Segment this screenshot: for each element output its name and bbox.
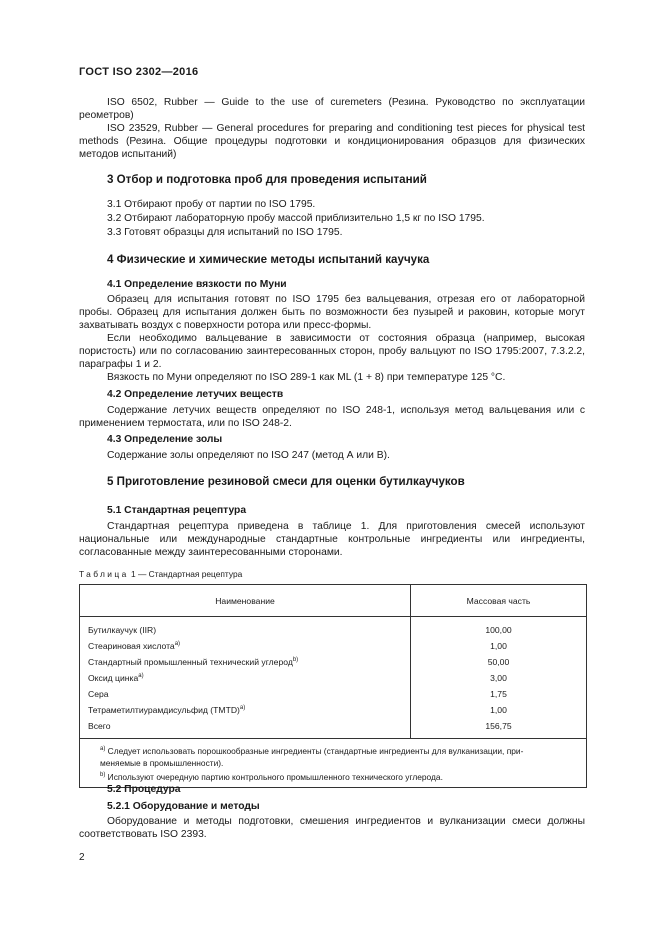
clause-3-2: 3.2 Отбирают лабораторную пробу массой приблизительно 1,5 кг по ISO 1795.	[107, 213, 485, 224]
row-value: 1,00	[411, 638, 587, 654]
page-number: 2	[79, 852, 85, 863]
section-4-title: 4 Физические и химические методы испытаний каучука	[107, 253, 430, 266]
clause-4-1-title: 4.1 Определение вязкости по Муни	[107, 279, 287, 290]
section-5-title: 5 Приготовление резиновой смеси для оценки бутилкаучуков	[107, 475, 465, 488]
column-header-name: Наименование	[80, 585, 411, 617]
row-name: Всего	[80, 718, 411, 739]
row-value: 156,75	[411, 718, 587, 739]
clause-3-3: 3.3 Готовят образцы для испытаний по ISO 1795.	[107, 227, 343, 238]
row-name: Оксид цинка$^{a)}$	[80, 670, 411, 686]
clause-5-1-paragraph: Стандартная рецептура приведена в таблице 1. Для приготовления смесей используют национальные или международные стандартные контрольные ингредиенты или ингредиенты, согласованные между заинтересованными сторонами.	[79, 521, 585, 559]
row-value: 1,00	[411, 702, 587, 718]
clause-4-2-paragraph: Содержание летучих веществ определяют по ISO 248-1, используя метод вальцевания или с применением термостата, или по ISO 248-2.	[79, 405, 585, 430]
row-name: Стандартный промышленный технический углерод$^{b)}$	[80, 654, 411, 670]
row-name: Бутилкаучук (IIR)	[80, 617, 411, 639]
row-value: 50,00	[411, 654, 587, 670]
table-caption-label: Таблица	[79, 569, 129, 579]
footnote-a-continued: меняемые в промышленности).	[100, 757, 224, 768]
table-row-total	[80, 718, 587, 739]
table-notes-row	[80, 739, 587, 788]
table-row	[80, 702, 587, 718]
table-footnotes	[80, 739, 587, 788]
clause-5-1-title: 5.1 Стандартная рецептура	[107, 505, 247, 516]
standard-header: ГОСТ ISO 2302—2016	[79, 66, 199, 78]
section-3-title: 3 Отбор и подготовка проб для проведения испытаний	[107, 173, 427, 186]
row-name: Тетраметилтиурамдисульфид (TMTD)$^{a)}$	[80, 702, 411, 718]
clause-4-1-paragraph-3: Вязкость по Муни определяют по ISO 289-1 как ML (1 + 8) при температуре 125 °C.	[107, 372, 506, 383]
table-row	[80, 617, 587, 639]
table-row	[80, 670, 587, 686]
clause-4-1-paragraph-1: Образец для испытания готовят по ISO 1795 без вальцевания, отрезая его от лабораторной пробы. Образец для испытания должен быть по возможности без пузырей и раковин, которые могут захватывать воздух с поверхности ротора или пресс-формы.	[79, 294, 585, 332]
column-header-mass: Массовая часть	[411, 585, 587, 617]
clause-4-3-paragraph: Содержание золы определяют по ISO 247 (метод А или В).	[107, 450, 390, 461]
row-name: Стеариновая хислота$^{a)}$	[80, 638, 411, 654]
reference-iso-6502: ISO 6502, Rubber — Guide to the use of curemeters (Резина. Руководство по эксплуатации реометров)	[79, 97, 585, 122]
formulation-table	[79, 584, 587, 788]
row-value: 1,75	[411, 686, 587, 702]
clause-5-2-1-paragraph: Оборудование и методы подготовки, смешения ингредиентов и вулканизации смеси должны соответствовать ISO 2393.	[79, 816, 585, 841]
footnote-a: $^{a)}$ Следует использовать порошкообразные ингредиенты (стандартные ингредиенты для вулканизации, при-	[100, 745, 524, 756]
table-caption	[79, 569, 242, 579]
table-header-row	[80, 585, 587, 617]
table-row	[80, 654, 587, 670]
reference-iso-23529: ISO 23529, Rubber — General procedures for preparing and conditioning test pieces for physical test methods (Резина. Общие процедуры подготовки и кондиционирования образцов для физических методов испытаний)	[79, 123, 585, 161]
table-caption-text: 1 — Стандартная рецептура	[128, 569, 243, 579]
table-row	[80, 638, 587, 654]
table-row	[80, 686, 587, 702]
row-value: 3,00	[411, 670, 587, 686]
clause-3-1: 3.1 Отбирают пробу от партии по ISO 1795.	[107, 199, 316, 210]
row-value: 100,00	[411, 617, 587, 639]
clause-4-2-title: 4.2 Определение летучих веществ	[107, 389, 284, 400]
clause-5-2-title: 5.2 Процедура	[107, 784, 181, 795]
row-name: Сера	[80, 686, 411, 702]
clause-4-1-paragraph-2: Если необходимо вальцевание в зависимости от состояния образца (например, высокая пористость) или по согласованию заинтересованных сторон, пробу вальцуют по ISO 1795:2007, 7.3.2.2, параграфы 1 и 2.	[79, 333, 585, 371]
clause-4-3-title: 4.3 Определение золы	[107, 434, 223, 445]
clause-5-2-1-title: 5.2.1 Оборудование и методы	[107, 801, 260, 812]
footnote-b: $^{b)}$ Используют очередную партию контрольного промышленного технического углерода.	[100, 771, 443, 782]
